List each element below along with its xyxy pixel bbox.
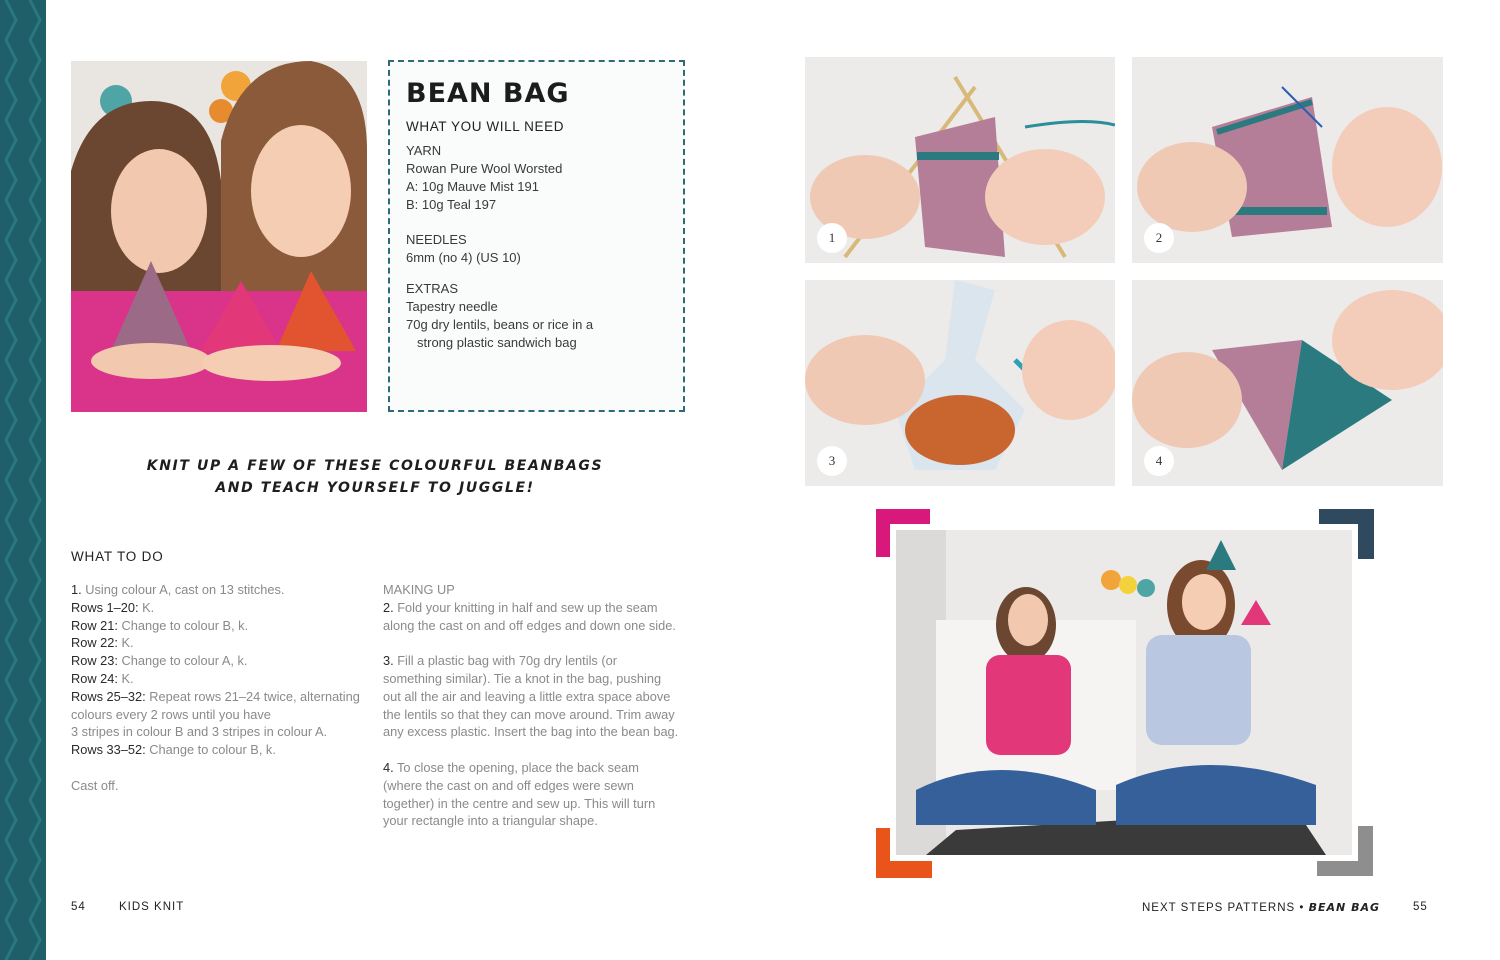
instruction-key: Row 21: [71, 617, 118, 633]
instruction-line [383, 759, 683, 777]
instruction-text: Repeat rows 21–24 twice, alternating [145, 688, 360, 704]
instruction-line [383, 723, 683, 741]
step-photo-4 [1132, 280, 1443, 486]
instruction-line [71, 759, 371, 777]
step-number-badge: 3 [817, 446, 847, 476]
girls-juggling-photo [890, 524, 1358, 861]
instruction-line [383, 652, 683, 670]
instruction-key: 1. [71, 582, 82, 597]
instruction-line [383, 617, 683, 635]
extras-line: Tapestry needle [406, 299, 498, 314]
instruction-line [383, 634, 683, 652]
instruction-key: Row 24: [71, 670, 118, 686]
instruction-line [383, 777, 683, 795]
instruction-text: Fill a plastic bag with 70g dry lentils (or [393, 653, 618, 669]
instruction-text: (where the cast on and off edges were sewn [383, 777, 634, 793]
instruction-text: K. [138, 599, 155, 615]
instruction-line [71, 741, 371, 759]
yarn-label: YARN [406, 143, 442, 158]
instruction-text: To close the opening, place the back seam [393, 759, 639, 775]
instruction-text: Fold your knitting in half and sew up the seam [393, 599, 658, 615]
instruction-line [71, 706, 371, 724]
yarn-line: B: 10g Teal 197 [406, 197, 497, 212]
materials-box [388, 60, 685, 412]
instruction-line [71, 634, 371, 652]
extras-group [406, 280, 667, 352]
yarn-line: A: 10g Mauve Mist 191 [406, 179, 539, 194]
step-photo-2 [1132, 57, 1443, 263]
instruction-line [71, 599, 371, 617]
step-photo-3 [805, 280, 1115, 486]
instruction-line [71, 652, 371, 670]
instruction-text: any excess plastic. Insert the bag into the bean bag. [383, 724, 679, 740]
what-to-do-heading: WHAT TO DO [71, 549, 164, 564]
instruction-key: Row 23: [71, 653, 118, 669]
instruction-text: K. [117, 670, 134, 686]
instruction-text: Change to colour A, k. [117, 653, 248, 669]
girls-holding-beanbags-photo [71, 61, 367, 412]
instruction-key: Row 22: [71, 635, 118, 651]
section-subtitle: BEAN BAG [1308, 901, 1380, 914]
instruction-text: K. [117, 635, 134, 651]
instruction-text: your rectangle into a triangular shape. [383, 813, 598, 829]
tagline [140, 455, 610, 499]
knit-spine-strip [0, 0, 46, 960]
instruction-text: Change to colour B, k. [117, 617, 249, 633]
instruction-text: Change to colour B, k. [145, 742, 276, 758]
section-footer [1142, 901, 1380, 914]
instruction-line [71, 723, 371, 741]
yarn-group [406, 142, 667, 214]
page-number-left: 54 [71, 901, 86, 913]
instruction-text: along the cast on and off edges and down one side. [383, 617, 676, 633]
section-separator: • [1299, 902, 1305, 914]
book-title-footer: KIDS KNIT [119, 901, 185, 913]
step-number-badge: 1 [817, 223, 847, 253]
instruction-text: Cast off. [71, 777, 119, 793]
instruction-line [383, 795, 683, 813]
tagline-line: AND TEACH YOURSELF TO JUGGLE! [215, 480, 535, 496]
instruction-key: 4. [383, 759, 394, 775]
instruction-line [71, 617, 371, 635]
needles-line: 6mm (no 4) (US 10) [406, 250, 521, 265]
instruction-line [71, 688, 371, 706]
extras-line: strong plastic sandwich bag [417, 335, 577, 350]
instruction-line [71, 777, 371, 795]
instruction-text: colours every 2 rows until you have [71, 706, 271, 722]
instruction-text: Using colour A, cast on 13 stitches. [81, 582, 285, 597]
instruction-key: Rows 25–32: [71, 688, 146, 704]
instruction-key: 3. [383, 653, 394, 669]
extras-line: 70g dry lentils, beans or rice in a [406, 317, 594, 332]
instruction-text: 3 stripes in colour B and 3 stripes in colour A. [71, 724, 328, 740]
instruction-key: Rows 1–20: [71, 599, 139, 615]
pattern-title: BEAN BAG [406, 78, 570, 109]
instruction-key: 2. [383, 599, 394, 615]
instructions-left-column [71, 581, 371, 795]
step-number-badge: 4 [1144, 446, 1174, 476]
page-number-right: 55 [1413, 901, 1428, 913]
instruction-key: Rows 33–52: [71, 742, 146, 758]
tagline-line: KNIT UP A FEW OF THESE COLOURFUL BEANBAGS [146, 458, 604, 474]
instruction-line [383, 581, 683, 599]
instruction-text: out all the air and leaving a little extra space above [383, 688, 671, 704]
materials-heading: WHAT YOU WILL NEED [406, 119, 565, 134]
step-photo-1 [805, 57, 1115, 263]
needles-group [406, 231, 667, 267]
instruction-line [383, 812, 683, 830]
section-title: NEXT STEPS PATTERNS [1141, 902, 1296, 914]
needles-label: NEEDLES [406, 232, 467, 247]
extras-label: EXTRAS [406, 281, 459, 296]
instruction-line [383, 670, 683, 688]
instruction-text: MAKING UP [383, 582, 455, 597]
instructions-right-column [383, 581, 683, 830]
instruction-line [383, 599, 683, 617]
step-number-badge: 2 [1144, 223, 1174, 253]
instruction-text: the lentils so that they can move around. Trim away [383, 706, 675, 722]
instruction-text: something similar). Tie a knot in the bag, pushing [383, 670, 662, 686]
instruction-line [383, 706, 683, 724]
instruction-text: together) in the centre and sew up. This will turn [383, 795, 656, 811]
instruction-line [383, 688, 683, 706]
instruction-line [383, 741, 683, 759]
instruction-line [71, 581, 371, 599]
instruction-line [71, 670, 371, 688]
yarn-line: Rowan Pure Wool Worsted [406, 161, 563, 176]
